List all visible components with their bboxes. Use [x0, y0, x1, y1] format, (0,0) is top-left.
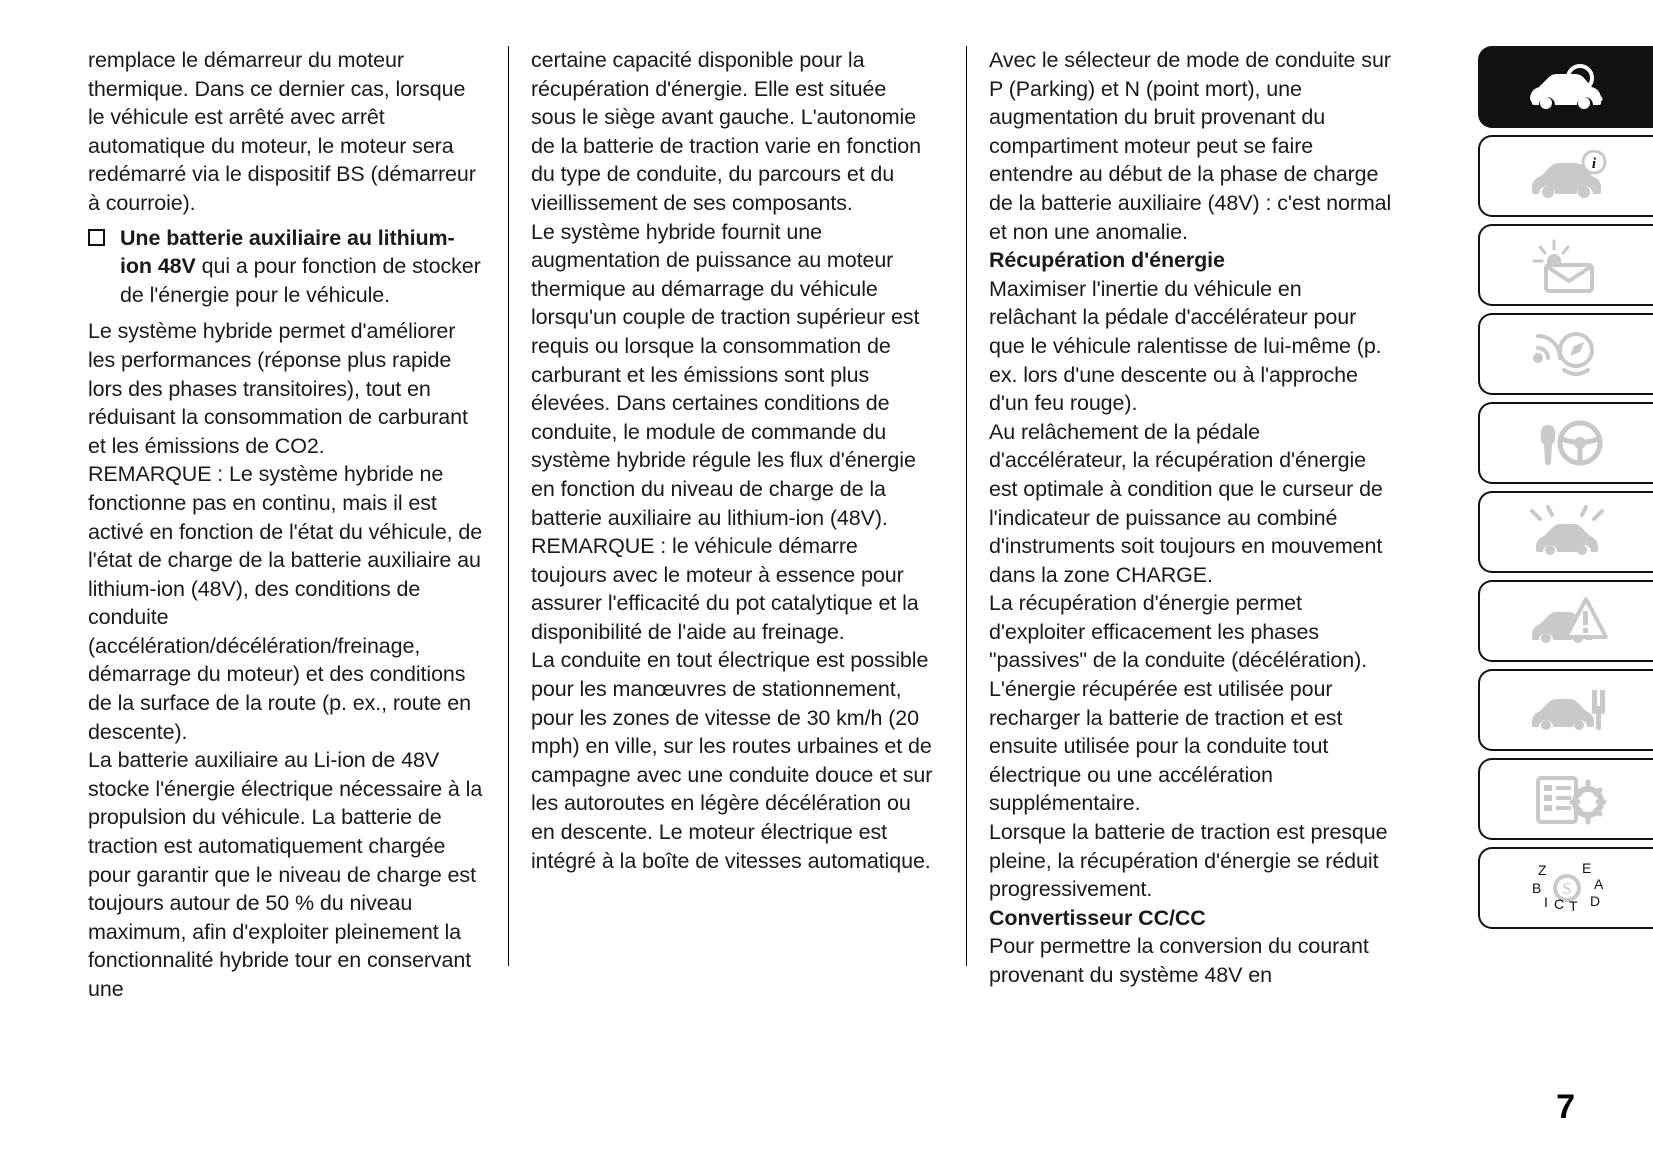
- car-hazard-icon: [1524, 505, 1610, 559]
- svg-text:D: D: [1589, 893, 1600, 909]
- tab-infotainment[interactable]: [1478, 313, 1653, 395]
- svg-text:I: I: [1543, 894, 1548, 910]
- paragraph: Le système hybride permet d'améliorer les performances (réponse plus rapide lors des phases transitoires), tout en réduisant la consommation de carburant et les émissions de CO2.: [88, 319, 468, 458]
- svg-text:T: T: [1568, 898, 1578, 914]
- steering-wheel-icon: [1524, 417, 1610, 469]
- section-tab-rail: [1478, 46, 1653, 929]
- page-columns: [88, 46, 1458, 1001]
- car-info-icon: [1524, 150, 1610, 202]
- car-magnifier-icon: [1524, 61, 1610, 113]
- section-heading-energy-recovery: Récupération d'énergie: [989, 248, 1225, 273]
- car-triangle-icon: [1524, 595, 1610, 647]
- paragraph: remplace le démarreur du moteur thermique. Dans ce dernier cas, lorsque le véhicule est arrêté avec arrêt automatique du moteur, le moteur sera redémarré via le dispositif BS (démarreur à courroie).: [88, 48, 476, 215]
- column-divider: [508, 46, 509, 966]
- paragraph: certaine capacité disponible pour la récupération d'énergie. Elle est située sous le siège avant gauche. L'autonomie de la batterie de traction varie en fonction du type de conduite, du parcours et du vieillissement de ses composants.: [531, 48, 922, 215]
- document-gear-icon: [1524, 772, 1610, 826]
- paragraph: REMARQUE : Le système hybride ne fonctionne pas en continu, mais il est activé en fonction de l'état du véhicule, de l'état de charge de la batterie auxiliaire au lithium-ion (48V), des conditions de conduite (accélération/décélération/freinage, démarrage du moteur) et des conditions de la surface de la route (p. ex., route en descente).: [88, 462, 483, 744]
- paragraph: Lorsque la batterie de traction est presque pleine, la récupération d'énergie se réduit progressivement.: [989, 820, 1388, 902]
- column-divider: [966, 46, 967, 966]
- tab-starting-driving[interactable]: [1478, 402, 1653, 484]
- paragraph: Au relâchement de la pédale d'accélérateur, la récupération d'énergie est optimale à condition que le curseur de l'indicateur de puissance au combiné d'instruments soit toujours en mouvement dans la zone CHARGE.: [989, 419, 1383, 587]
- tab-index[interactable]: [1478, 847, 1653, 929]
- paragraph: La conduite en tout électrique est possible pour les manœuvres de stationnement, pour les zones de vitesse de 30 km/h (20 mph) en ville, sur les routes urbaines et de campagne avec une conduite douce et sur les autoroutes en légère décélération ou en descente. Le moteur électrique est intégré à la boîte de vitesses automatique.: [531, 648, 933, 873]
- tab-roadside-assistance[interactable]: [1478, 580, 1653, 662]
- tab-vehicle-info[interactable]: [1478, 135, 1653, 217]
- section-heading-dcdc-converter: Convertisseur CC/CC: [989, 905, 1206, 930]
- square-bullet-icon: [88, 229, 105, 246]
- svg-text:S: S: [1561, 879, 1572, 898]
- tab-warning-lights[interactable]: [1478, 224, 1653, 306]
- bullet-item-lithium-battery: [88, 224, 486, 310]
- paragraph: Le système hybride fournit une augmentation de puissance au moteur thermique au démarrage du véhicule lorsqu'un couple de traction supérieur est requis ou lorsque la consommation de carburant et les émissions sont plus élevées. Dans certaines conditions de conduite, le module de commande du système hybride régule les flux d'énergie en fonction du niveau de charge de la batterie auxiliaire au lithium-ion (48V).: [531, 219, 920, 530]
- paragraph: REMARQUE : le véhicule démarre toujours avec le moteur à essence pour assurer l'efficacité du pot catalytique et la disponibilité de l'aide au freinage.: [531, 534, 919, 644]
- svg-text:A: A: [1593, 876, 1603, 892]
- tab-vehicle-overview[interactable]: [1478, 46, 1653, 128]
- paragraph: La récupération d'énergie permet d'exploiter efficacement les phases "passives" de la conduite (décélération). L'énergie récupérée est utilisée pour recharger la batterie de traction et est ensuite utilisée pour la conduite tout électrique ou une accélération supplémentaire.: [989, 591, 1368, 816]
- tab-technical-specifications[interactable]: [1478, 758, 1653, 840]
- alphabetical-index-icon: [1524, 861, 1610, 915]
- tab-emergency[interactable]: [1478, 491, 1653, 573]
- paragraph: Avec le sélecteur de mode de conduite sur P (Parking) et N (point mort), une augmentation du bruit provenant du compartiment moteur peut se faire entendre au début de la phase de charge de la batterie auxiliaire (48V) : c'est normal et non une anomalie.: [989, 48, 1392, 244]
- svg-text:E: E: [1581, 861, 1591, 876]
- paragraph: Maximiser l'inertie du véhicule en relâchant la pédale d'accélérateur pour que le véhicule ralentisse de lui-même (p. ex. lors d'une descente ou à l'approche d'un feu rouge).: [989, 276, 1382, 416]
- text-column-1: [88, 46, 486, 1004]
- svg-text:C: C: [1553, 896, 1564, 912]
- tab-maintenance[interactable]: [1478, 669, 1653, 751]
- svg-text:B: B: [1531, 880, 1541, 896]
- radio-navigation-icon: [1524, 326, 1610, 382]
- warning-message-icon: [1524, 237, 1610, 293]
- car-wrench-icon: [1524, 684, 1610, 736]
- svg-text:i: i: [1591, 156, 1596, 172]
- paragraph: Pour permettre la conversion du courant provenant du système 48V en: [989, 934, 1369, 987]
- page-number: 7: [1556, 1088, 1575, 1126]
- svg-text:Z: Z: [1537, 862, 1547, 878]
- text-column-2: [531, 46, 936, 875]
- text-column-3: [989, 46, 1394, 990]
- paragraph: La batterie auxiliaire au Li-ion de 48V stocke l'énergie électrique nécessaire à la propulsion du véhicule. La batterie de traction est automatiquement chargée pour garantir que le niveau de charge est toujours autour de 50 % du niveau maximum, afin d'exploiter pleinement la fonctionnalité hybride tour en conservant une: [88, 748, 483, 1001]
- bullet-rest-text: qui a pour fonction de stocker de l'énergie pour le véhicule.: [120, 254, 481, 307]
- bullet-text: [120, 224, 486, 310]
- bullet-bold-label: Une batterie auxiliaire au lithium-ion 48V: [120, 225, 455, 279]
